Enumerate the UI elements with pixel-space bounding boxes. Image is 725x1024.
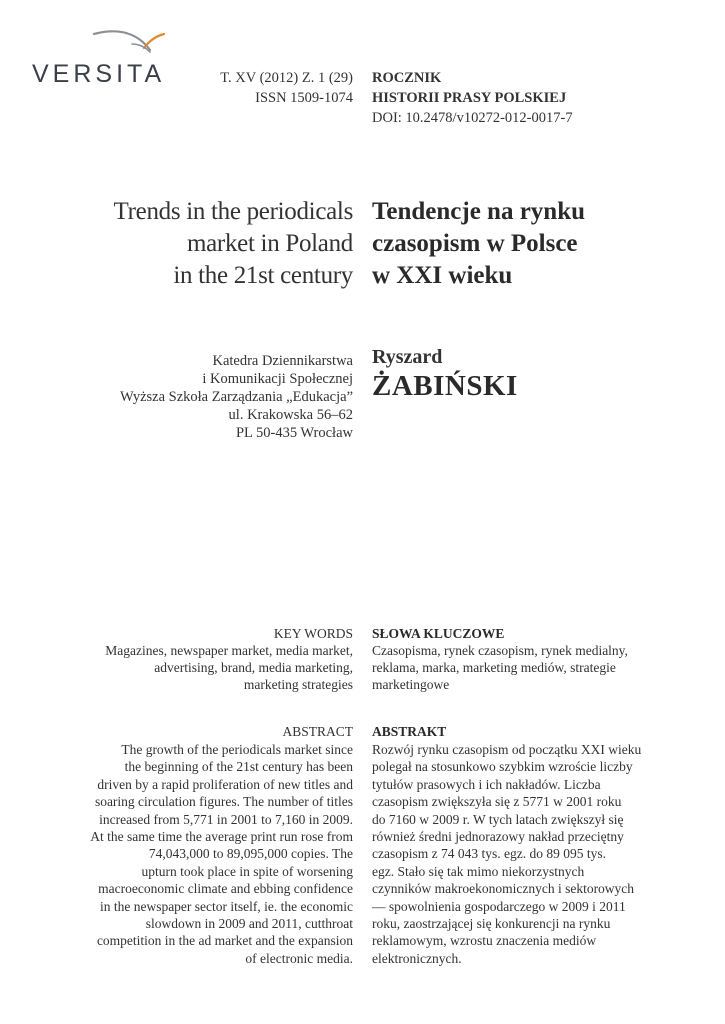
abstract-en-line: The growth of the periodicals market since (121, 742, 353, 757)
abstract-en-line: soaring circulation figures. The number of titles (94, 794, 353, 810)
abstract-pl-line: egz. Stało się tak mimo niekorzystnych (372, 863, 585, 879)
keywords-pl-line: Czasopisma, rynek czasopism, rynek medialny, (372, 643, 628, 658)
keywords-pl-line: reklama, marka, marketing mediów, strategie (372, 660, 616, 675)
logo-wordmark: VERSITA (32, 60, 166, 88)
abstract-pl-line: tytułów prasowych i ich nakładów. Liczba (372, 776, 601, 792)
abstract-pl-line: polegał na stosunkowo szybkim wzroście liczby (372, 759, 633, 775)
abstract-en-line: driven by a rapid proliferation of new titles and (97, 776, 353, 792)
affiliation-line: i Komunikacji Społecznej (202, 371, 353, 387)
title-polish (372, 196, 712, 292)
abstract-en-line: the beginning of the 21st century has been (124, 759, 353, 775)
abstract-pl-line: czasopism z 74 043 tys. egz. do 89 095 tys. (372, 846, 606, 862)
volume-line: T. XV (2012) Z. 1 (29) (220, 70, 353, 86)
affiliation-line: PL 50-435 Wrocław (235, 425, 353, 441)
abstract-pl-line: elektronicznych. (372, 950, 462, 966)
title-pl-line: Tendencje na rynku (372, 198, 586, 225)
abstract-en-line: slowdown in 2009 and 2011, cutthroat (145, 916, 353, 932)
abstract-en-line: upturn took place in spite of worsening (141, 863, 353, 879)
abstract-pl-line: reklamowym, wzrostu znaczenia mediów (372, 933, 597, 949)
abstract-pl-line: czasopism zwiększyła się z 5771 w 2001 roku (372, 794, 622, 810)
author-first-name: Ryszard (372, 346, 443, 368)
affiliation-line: Wyższa Szkoła Zarządzania „Edukacja” (120, 389, 353, 405)
abstract-heading-pl: ABSTRAKT (372, 724, 447, 739)
abstract-pl-line: również średni jednorazowy nakład przeciętny (372, 829, 624, 845)
abstract-pl-line: Rozwój rynku czasopism od początku XXI wieku (372, 742, 642, 757)
abstract-en-line: At the same time the average print run rose from (90, 829, 353, 845)
keywords-en-line: advertising, brand, media marketing, (154, 660, 353, 675)
journal-name-line: ROCZNIK (372, 70, 442, 86)
journal-name-line: HISTORII PRASY POLSKIEJ (372, 90, 567, 106)
issn-line: ISSN 1509-1074 (255, 90, 353, 106)
affiliation-line: Katedra Dziennikarstwa (212, 353, 353, 369)
versita-logo (32, 28, 172, 92)
abstract-pl-line: roku, zaostrzającej się konkurencji na rynku (372, 916, 611, 932)
keywords-en-line: Magazines, newspaper market, media market, (105, 643, 353, 658)
keywords-pl-line: marketingowe (372, 677, 450, 692)
abstract-en-line: macroeconomic climate and ebbing confidence (98, 881, 353, 897)
abstract-en-line: in the newspaper sector itself, ie. the economic (99, 898, 353, 914)
title-pl-line: w XXI wieku (372, 262, 513, 289)
title-english (114, 196, 353, 292)
keywords-en (53, 642, 353, 693)
keywords-pl (372, 642, 672, 693)
abstract-pl-line: — spowolnienia gospodarczego w 2009 i 2011 (372, 898, 626, 914)
abstract-pl (372, 741, 672, 967)
title-en-line: Trends in the periodicals (113, 198, 353, 225)
abstract-heading-en: ABSTRACT (282, 724, 353, 739)
keywords-heading-en: KEY WORDS (273, 626, 353, 641)
title-en-line: market in Poland (186, 230, 353, 257)
journal-info (372, 68, 573, 128)
keywords-en-line: marketing strategies (243, 677, 353, 692)
abstract-en-line: of electronic media. (245, 950, 353, 966)
abstract-en (53, 741, 353, 967)
affiliation-line: ul. Krakowska 56–62 (228, 407, 353, 423)
doi: DOI: 10.2478/v10272-012-0017-7 (372, 110, 573, 126)
abstract-en-line: 74,043,000 to 89,095,000 copies. The (148, 846, 353, 862)
author-last-name: ŻABIŃSKI (372, 370, 518, 402)
abstract-en-line: increased from 5,771 in 2001 to 7,160 in 2009. (99, 811, 353, 827)
abstract-en-line: competition in the ad market and the expansion (96, 933, 353, 949)
keywords-heading-pl: SŁOWA KLUCZOWE (372, 626, 505, 641)
volume-info (220, 68, 353, 108)
author-affiliation (120, 352, 353, 442)
abstract-pl-line: do 7160 w 2009 r. W tych latach zwiększył się (372, 811, 624, 827)
title-en-line: in the 21st century (173, 262, 353, 289)
abstract-pl-line: czynników makroekonomicznych i sektorowych (372, 881, 635, 897)
title-pl-line: czasopism w Polsce (372, 230, 578, 257)
